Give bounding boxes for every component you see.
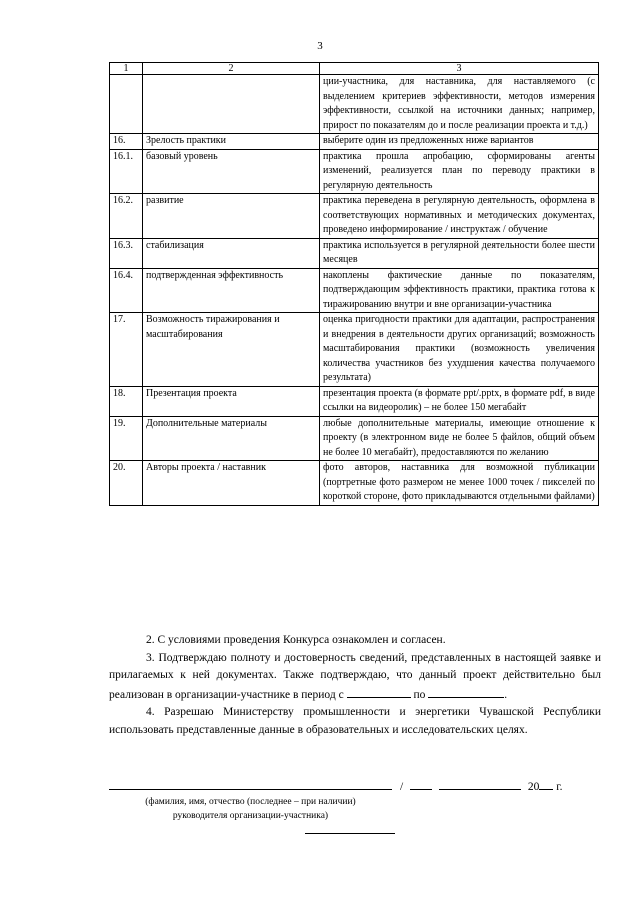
criterion-description: практика используется в регулярной деятельности более шести месяцев bbox=[320, 238, 599, 268]
period-to-label: по bbox=[413, 688, 426, 701]
paragraph-permission: 4. Разрешаю Министерству промышленности и энергетики Чувашской Республики использовать представленные данные в образовательных и исследовательских целях. bbox=[109, 706, 601, 736]
date-from-field[interactable] bbox=[347, 685, 411, 698]
criterion-description: практика переведена в регулярную деятельность, оформлена в соответствующих нормативных и методических документах, проведено информирование / инструктаж / обучение bbox=[320, 194, 599, 239]
criterion-name: базовый уровень bbox=[143, 149, 320, 194]
period-end-dot: . bbox=[504, 688, 508, 701]
year-field[interactable] bbox=[539, 777, 553, 790]
row-number: 16.3. bbox=[110, 238, 143, 268]
caption-line-1: (фамилия, имя, отчество (последнее – при наличии) bbox=[145, 797, 356, 807]
month-field[interactable] bbox=[439, 777, 521, 790]
criterion-description: накоплены фактические данные по показателям, подтверждающим эффективность практики, практика готова к тиражированию внутри и вне организации-участника bbox=[320, 268, 599, 313]
date-separator: / bbox=[400, 781, 404, 793]
table-row bbox=[110, 75, 599, 134]
criterion-name: Зрелость практики bbox=[143, 134, 320, 150]
day-field[interactable] bbox=[410, 777, 432, 790]
row-number: 17. bbox=[110, 313, 143, 387]
date-to-field[interactable] bbox=[428, 685, 504, 698]
table-row bbox=[110, 386, 599, 416]
criterion-name: Авторы проекта / наставник bbox=[143, 461, 320, 506]
criterion-name: подтвержденная эффективность bbox=[143, 268, 320, 313]
criterion-description: выберите один из предложенных ниже вариантов bbox=[320, 134, 599, 150]
row-number: 16.2. bbox=[110, 194, 143, 239]
signature-name-line[interactable] bbox=[109, 789, 392, 790]
criterion-name: Дополнительные материалы bbox=[143, 416, 320, 461]
page-number: 3 bbox=[317, 40, 323, 52]
criterion-name: развитие bbox=[143, 194, 320, 239]
table-row bbox=[110, 313, 599, 387]
confirmation-text: 3. Подтверждаю полноту и достоверность сведений, представленных в настоящей заявке и прилагаемых к ней документах. Также подтверждаю, что данный проект действительно был реализован в организации-участнике в период с bbox=[109, 651, 601, 701]
caption-line-2: руководителя организации-участника) bbox=[172, 811, 329, 821]
column-header: 3 bbox=[320, 63, 599, 75]
year-suffix: г. bbox=[556, 781, 563, 793]
criterion-description: любые дополнительные материалы, имеющие отношение к проекту (в электронном виде не более 5 файлов, общий объем не более 10 мегабайт), предоставляются по желанию bbox=[320, 416, 599, 461]
table-row bbox=[110, 149, 599, 194]
row-number: 16.4. bbox=[110, 268, 143, 313]
criterion-description: презентация проекта (в формате ppt/.pptx, в формате pdf, в виде ссылки на видеоролик) – не более 150 мегабайт bbox=[320, 386, 599, 416]
declaration-section bbox=[109, 632, 601, 739]
signature-caption bbox=[109, 795, 392, 823]
table-row bbox=[110, 238, 599, 268]
criterion-name: Презентация проекта bbox=[143, 386, 320, 416]
column-header: 1 bbox=[110, 63, 143, 75]
application-table bbox=[109, 62, 599, 506]
table-header-row bbox=[110, 63, 599, 75]
criterion-name bbox=[143, 75, 320, 134]
criterion-description: фото авторов, наставника для возможной публикации (портретные фото размером не менее 1000 точек / пикселей по короткой стороне, фото прикладываются отдельными файлами) bbox=[320, 461, 599, 506]
paragraph-confirmation bbox=[109, 650, 601, 705]
row-number bbox=[110, 75, 143, 134]
year-prefix: 20 bbox=[527, 781, 540, 793]
signature-date bbox=[400, 777, 563, 793]
column-header: 2 bbox=[143, 63, 320, 75]
criterion-description: практика прошла апробацию, сформированы агенты изменений, реализуется план по переводу практики в регулярную деятельность bbox=[320, 149, 599, 194]
criterion-name: Возможность тиражирования и масштабирования bbox=[143, 313, 320, 387]
row-number: 20. bbox=[110, 461, 143, 506]
table-row bbox=[110, 416, 599, 461]
row-number: 18. bbox=[110, 386, 143, 416]
row-number: 19. bbox=[110, 416, 143, 461]
table-row bbox=[110, 194, 599, 239]
table-row bbox=[110, 134, 599, 150]
row-number: 16. bbox=[110, 134, 143, 150]
table-row bbox=[110, 461, 599, 506]
row-number: 16.1. bbox=[110, 149, 143, 194]
criterion-description: оценка пригодности практики для адаптации, распространения и внедрения в деятельности других организаций; возможность масштабирования практики (возможность увеличения количества участников без ухудшения качества получаемого результата) bbox=[320, 313, 599, 387]
criterion-description: ции-участника, для наставника, для наставляемого (с выделением критериев эффективности, методов измерения эффективности, ссылкой на источники данных; например, прирост по показателям до и после реализации проекта и т.д.) bbox=[320, 75, 599, 134]
criterion-name: стабилизация bbox=[143, 238, 320, 268]
paragraph-agreement: 2. С условиями проведения Конкурса ознакомлен и согласен. bbox=[146, 634, 446, 646]
table-row bbox=[110, 268, 599, 313]
end-divider bbox=[305, 833, 395, 834]
